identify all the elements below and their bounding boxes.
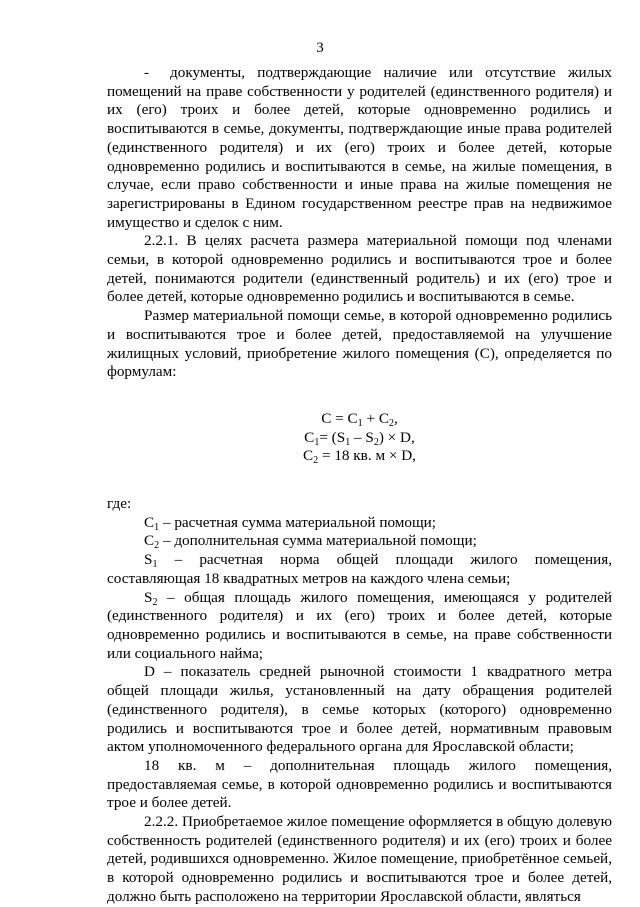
formula-part: С: [303, 447, 314, 465]
formula-sub: 2: [388, 417, 394, 429]
formula-part: = 18 кв. м × D,: [318, 447, 416, 465]
legend-symbol: S: [144, 588, 153, 606]
formula-sub: 2: [373, 436, 379, 448]
legend-sub: 2: [152, 596, 158, 608]
formula-part: + С: [362, 409, 389, 427]
legend-symbol: С: [144, 532, 155, 550]
formula-c1: [107, 429, 612, 448]
formula-sub: 1: [357, 417, 363, 429]
formula-block: [107, 410, 612, 466]
formula-part: С: [304, 428, 315, 446]
paragraph-documents: [107, 64, 612, 232]
formula-sub: 1: [345, 436, 351, 448]
page-number: 3: [316, 40, 324, 56]
paragraph-2-2-2: 2.2.2. Приобретаемое жилое помещение оформляется в общую долевую собственность родителей (единственного родителя) и их (его) троих и более детей, родившихся одновременно. Жилое помещение, приобретённое семьей, в которой одновременно родились и воспитываются трое и более детей, должно быть расположено на территории Ярославской области, являться: [107, 813, 612, 905]
document-body: [107, 64, 612, 907]
list-dash: -: [144, 64, 150, 81]
legend-text: – общая площадь жилого помещения, имеющаяся у родителей (единственного родителя) и их (его) троих и более детей, которые одновременно родились и воспитываются в семье, на праве собственности или социального найма;: [107, 588, 612, 662]
formula-sub: 2: [313, 455, 319, 467]
formula-part: С = С: [321, 409, 358, 427]
legend-symbol: S: [144, 551, 153, 569]
paragraph-size: Размер материальной помощи семье, в которой одновременно родились и воспитываются трое и более детей, предоставляемой на улучшение жилищных условий, приобретение жилого помещения (С), определяется по формулам:: [107, 307, 612, 381]
legend-text: – расчетная сумма материальной помощи;: [159, 513, 437, 531]
paragraph-2-2-1: 2.2.1. В целях расчета размера материальной помощи под членами семьи, в которой одновременно родились и воспитываются трое и более детей, понимаются родители (единственный родитель) и их (его) трое и более детей, которые одновременно родились и воспитываются в семье.: [107, 232, 612, 306]
formula-c2: [107, 447, 612, 466]
legend-sub: 2: [154, 540, 160, 552]
formula-sub: 1: [314, 436, 320, 448]
formula-c: [107, 410, 612, 429]
formula-part: – S: [350, 428, 374, 446]
paragraph-documents-text: документы, подтверждающие наличие или отсутствие жилых помещений на праве собственности у родителей (единственного родителя) и их (его) троих и более детей, которые одновременно родились и воспитываются в семье, документы, подтверждающие иные права родителей (единственного родителя) и их (его) троих и более детей, которые одновременно родились и воспитываются в семье, на жилые помещения, в случае, если право собственности и иные права на жилые помещения не зарегистрированы в Едином государственном реестре прав на недвижимое имущество и сделок с ним.: [107, 64, 612, 231]
formula-part: ,: [393, 409, 398, 427]
legend-sub: 1: [154, 521, 160, 533]
formula-part: = (S: [319, 428, 346, 446]
legend-c1: [107, 514, 612, 533]
legend-symbol: С: [144, 513, 155, 531]
legend-text: – расчетная норма общей площади жилого помещения, составляющая 18 квадратных метров на каждого члена семьи;: [107, 551, 612, 587]
legend-d: D – показатель средней рыночной стоимости 1 квадратного метра общей площади жилья, установленный на дату обращения родителей (единственного родителя), в семье которых (которого) одновременно родились и воспитываются трое и более детей, нормативным правовым актом уполномоченного федерального органа для Ярославской области;: [107, 663, 612, 756]
legend-sub: 1: [152, 559, 158, 571]
legend-c2: [107, 532, 612, 551]
legend-s2: [107, 589, 612, 664]
where-label: где:: [107, 495, 132, 513]
legend-18-sqm: 18 кв. м – дополнительная площадь жилого помещения, предоставляемая семье, в которой одновременно родились и воспитываются трое и более детей.: [107, 756, 612, 812]
legend-text: – дополнительная сумма материальной помощи;: [159, 532, 477, 550]
formula-part: ) × D,: [378, 428, 415, 446]
legend-s1: [107, 551, 612, 588]
